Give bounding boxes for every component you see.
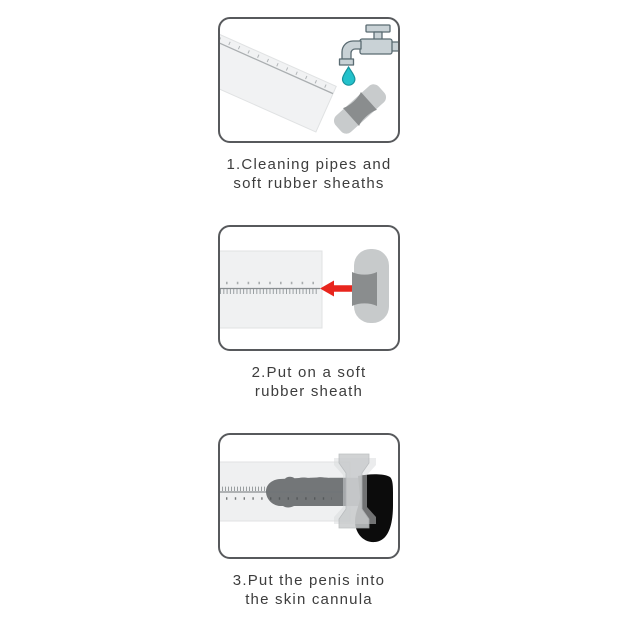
step-2-caption-line-2: rubber sheath xyxy=(254,383,364,400)
measuring-pipe xyxy=(220,251,322,328)
rubber-sheath xyxy=(330,81,389,138)
step-2-caption-line-1: 2.Put on a soft xyxy=(251,364,367,381)
step-1-illustration-panel xyxy=(218,17,400,143)
step-3-caption-line-2: the skin cannula xyxy=(245,591,373,608)
measuring-pipe xyxy=(220,31,336,132)
step-1-caption xyxy=(159,155,459,193)
step-3-illustration-panel xyxy=(218,433,400,559)
step-2-caption xyxy=(159,363,459,401)
step-1-caption-line-2: soft rubber sheaths xyxy=(233,175,385,192)
step-1-illustration xyxy=(220,19,398,141)
step-1-caption-line-1: 1.Cleaning pipes and xyxy=(226,156,392,173)
step-3-caption xyxy=(159,571,459,609)
rubber-sheath xyxy=(352,249,389,323)
water-drop-icon xyxy=(343,67,355,85)
step-2-illustration-panel xyxy=(218,225,400,351)
step-2-illustration xyxy=(220,227,398,349)
faucet-icon xyxy=(340,25,399,65)
step-3-caption-line-1: 3.Put the penis into xyxy=(232,572,386,589)
step-3-illustration xyxy=(220,435,398,557)
left-arrow-icon xyxy=(320,281,353,297)
